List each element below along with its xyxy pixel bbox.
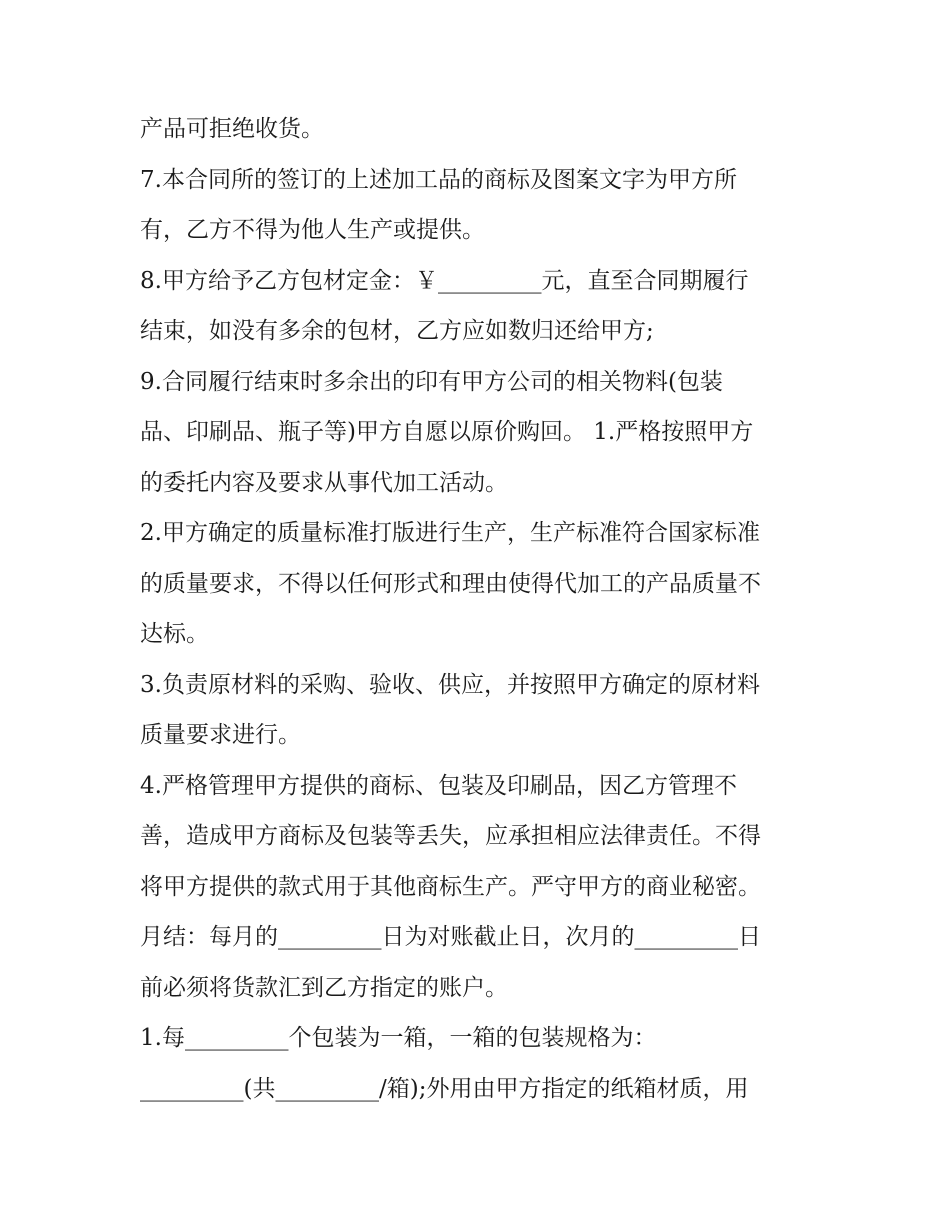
text-line: 7.本合同所的签订的上述加工品的商标及图案文字为甲方所 <box>140 167 737 193</box>
text-line: 3.负责原材料的采购、验收、供应，并按照甲方确定的原材料 <box>140 672 760 698</box>
text-line: 质量要求进行。 <box>140 722 301 748</box>
text-line: 有，乙方不得为他人生产或提供。 <box>140 217 485 243</box>
text-line: 的委托内容及要求从事代加工活动。 <box>140 470 508 496</box>
text-line: 9.合同履行结束时多余出的印有甲方公司的相关物料(包装 <box>140 369 723 395</box>
text-line: 1.每_________个包装为一箱，一箱的包装规格为： <box>140 1025 657 1051</box>
text-line: 2.甲方确定的质量标准打版进行生产，生产标准符合国家标准 <box>140 520 760 546</box>
text-line: 产品可拒绝收货。 <box>140 116 324 142</box>
text-line: 品、印刷品、瓶子等)甲方自愿以原价购回。 1.严格按照甲方 <box>140 419 754 445</box>
text-line: _________(共_________/箱);外用由甲方指定的纸箱材质，用 <box>140 1076 749 1102</box>
text-line: 善，造成甲方商标及包装等丢失，应承担相应法律责任。不得 <box>140 823 761 849</box>
text-line: 月结：每月的_________日为对账截止日，次月的_________日 <box>140 924 761 950</box>
text-line: 结束，如没有多余的包材，乙方应如数归还给甲方; <box>140 318 654 344</box>
text-line: 将甲方提供的款式用于其他商标生产。严守甲方的商业秘密。 <box>140 874 761 900</box>
text-line: 前必须将货款汇到乙方指定的账户。 <box>140 975 508 1001</box>
text-line: 4.严格管理甲方提供的商标、包装及印刷品，因乙方管理不 <box>140 773 737 799</box>
text-line: 的质量要求，不得以任何形式和理由使得代加工的产品质量不 <box>140 571 761 597</box>
text-line: 达标。 <box>140 621 209 647</box>
text-line: 8.甲方给予乙方包材定金：￥_________元，直至合同期履行 <box>140 268 749 294</box>
